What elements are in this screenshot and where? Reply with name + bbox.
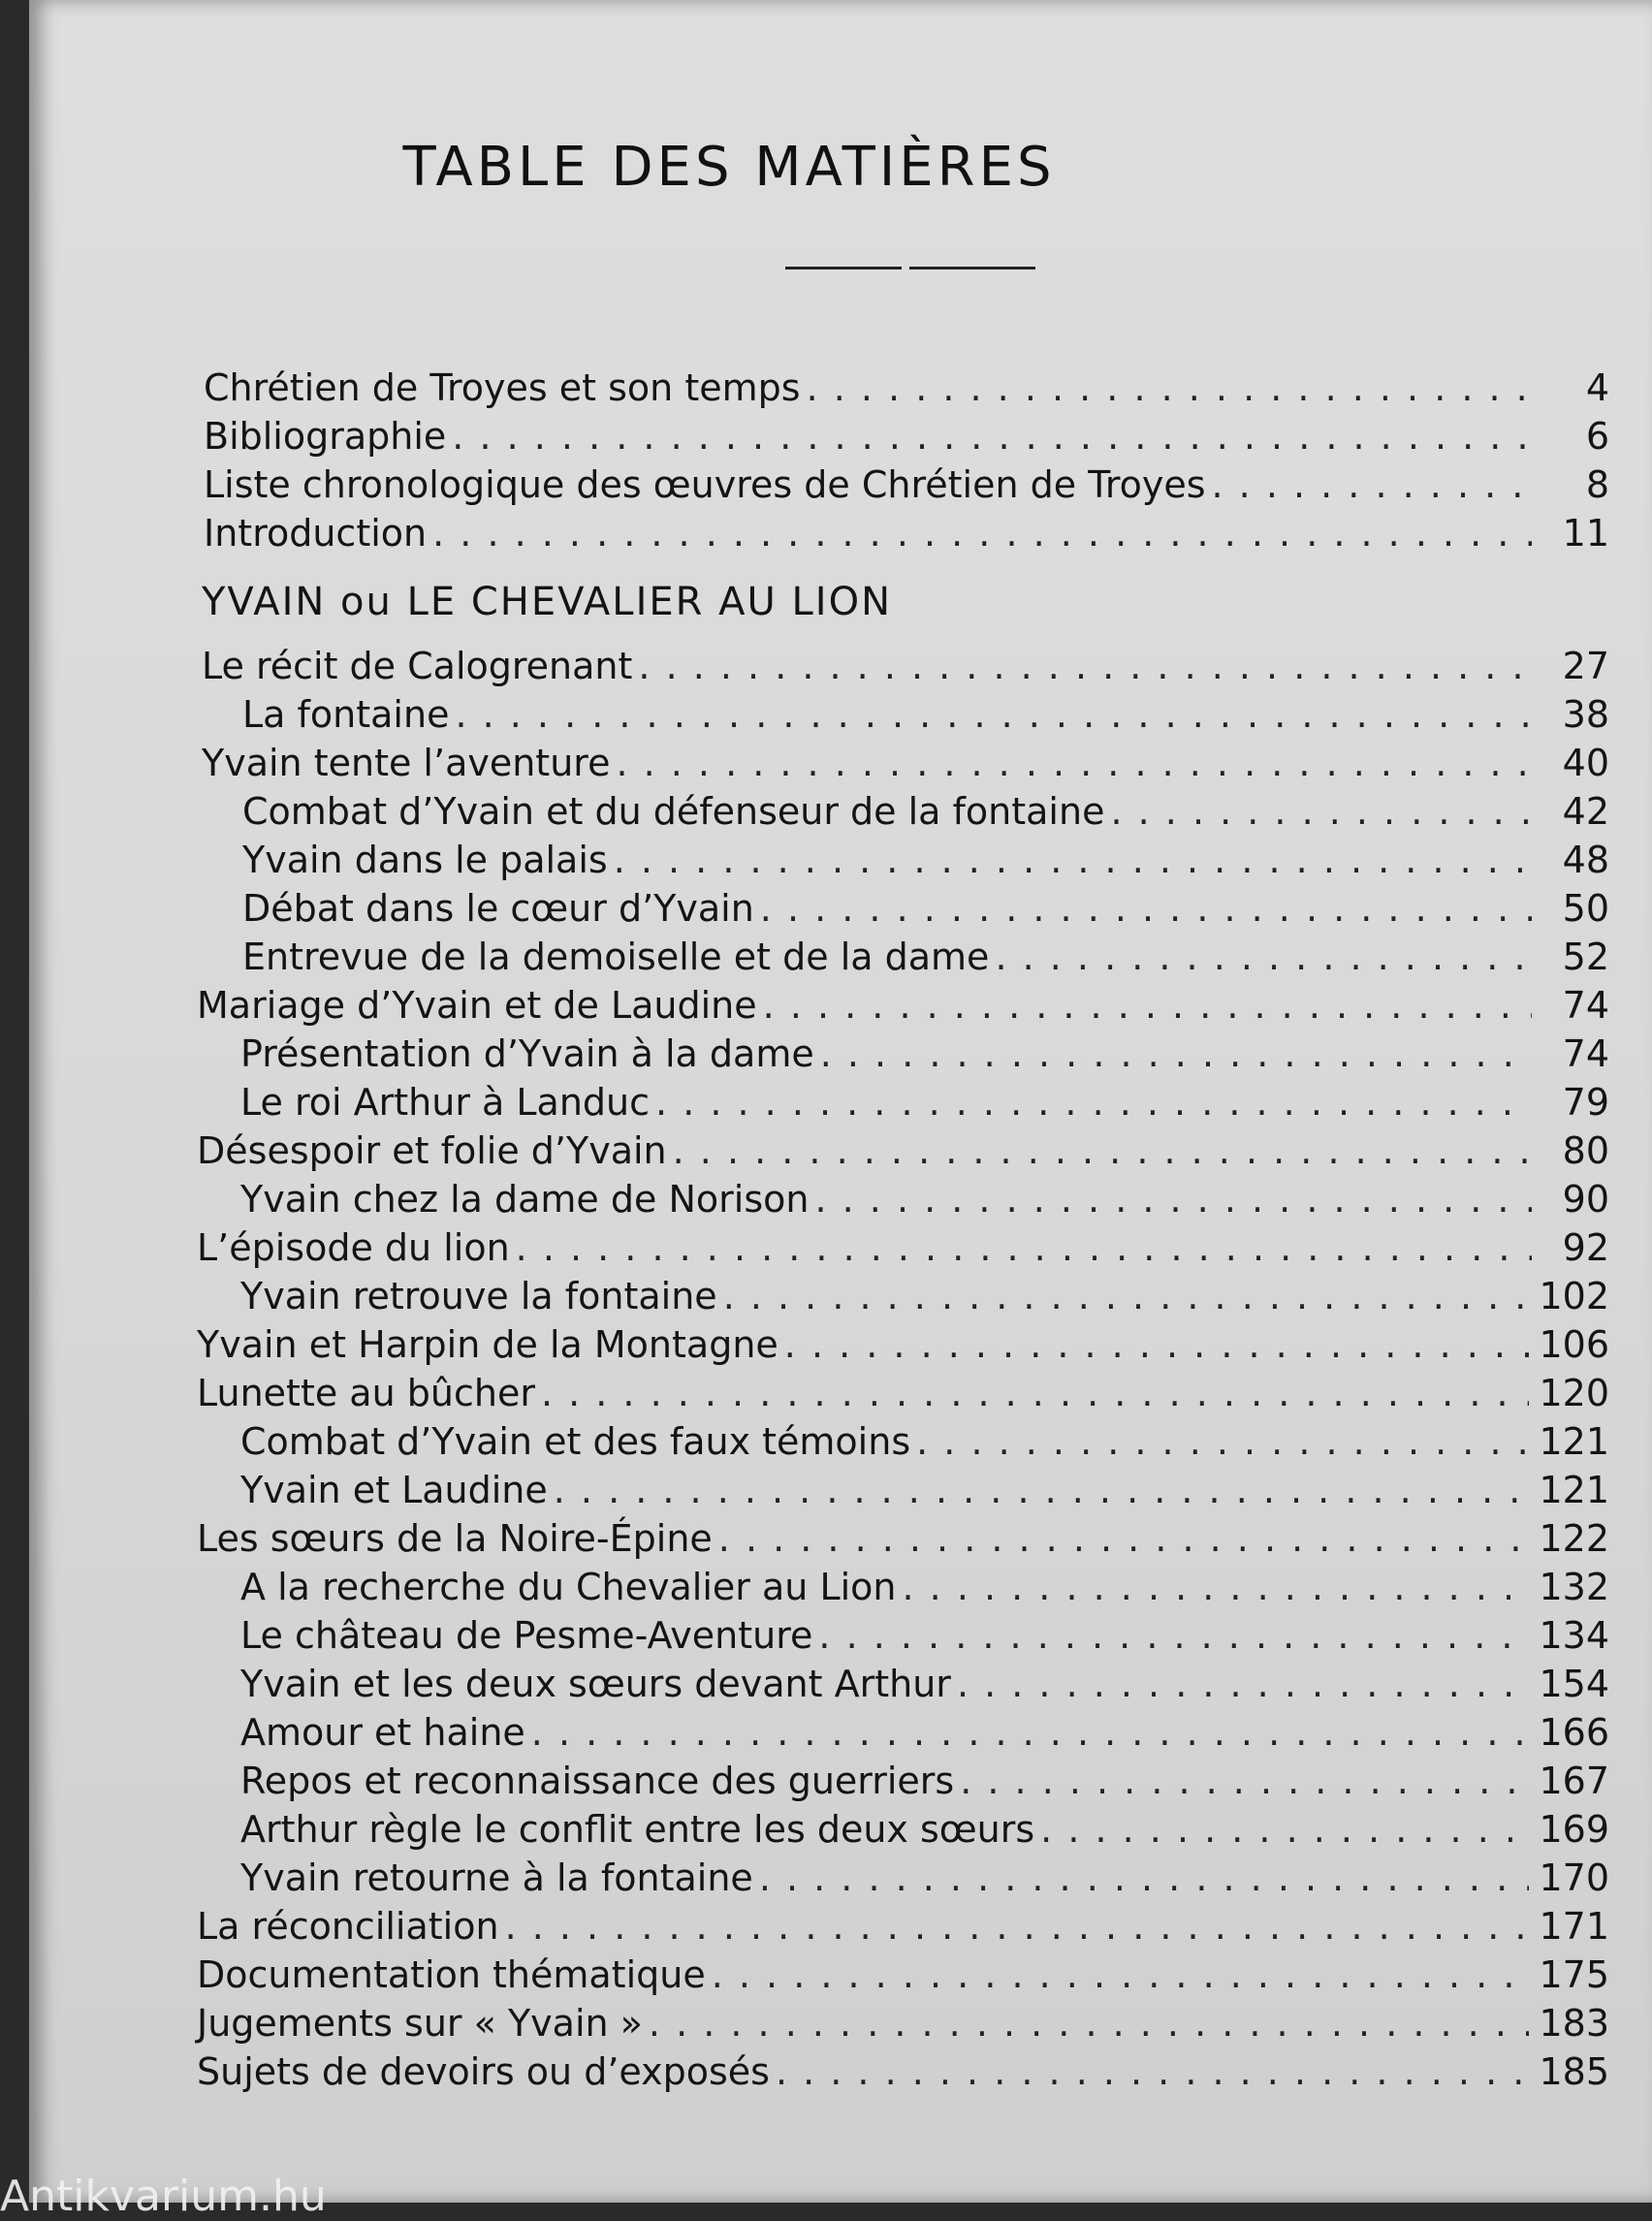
toc-entry-title: Documentation thématique — [197, 1953, 706, 1996]
watermark: Antikvarium.hu — [0, 2172, 327, 2221]
toc-page-number: 169 — [1539, 1808, 1609, 1851]
toc-entry-title: L’épisode du lion — [197, 1226, 510, 1269]
toc-page-number: 102 — [1539, 1275, 1609, 1317]
dot-leader — [807, 366, 1532, 409]
toc-page-number: 183 — [1539, 2002, 1609, 2045]
dot-leader — [763, 984, 1532, 1027]
toc-entry — [240, 1469, 1609, 1511]
dot-leader — [554, 1469, 1530, 1511]
dot-leader — [776, 2050, 1530, 2093]
dot-leader — [673, 1129, 1532, 1172]
dot-leader — [505, 1905, 1530, 1948]
dot-leader — [760, 887, 1532, 930]
toc-entry — [242, 936, 1609, 978]
toc-page-number: 11 — [1562, 512, 1609, 555]
toc-entry-title: Lunette au bûcher — [197, 1372, 535, 1414]
toc-entry-title: Yvain et les deux sœurs devant Arthur — [240, 1663, 951, 1705]
dot-leader — [531, 1711, 1530, 1754]
toc-entry — [242, 693, 1609, 736]
toc-entry — [197, 1905, 1609, 1948]
dot-leader — [784, 1323, 1530, 1366]
toc-entry-title: Le récit de Calogrenant — [202, 645, 633, 687]
toc-entry — [197, 1323, 1609, 1366]
toc-page-number: 132 — [1539, 1566, 1609, 1608]
toc-entry-title: Désespoir et folie d’Yvain — [197, 1129, 667, 1172]
toc-entry — [197, 1372, 1609, 1414]
toc-entry-title: Mariage d’Yvain et de Laudine — [197, 984, 757, 1027]
toc-page-number: 27 — [1562, 645, 1609, 687]
dot-leader — [452, 415, 1532, 458]
toc-entry — [202, 742, 1609, 784]
toc-page-number: 166 — [1539, 1711, 1609, 1754]
toc-page-number: 171 — [1539, 1905, 1609, 1948]
toc-page-number: 42 — [1562, 790, 1609, 833]
toc-entry-title: Liste chronologique des œuvres de Chrétien de Troyes — [204, 463, 1206, 506]
toc-entry — [197, 1517, 1609, 1560]
toc-page-number: 167 — [1539, 1760, 1609, 1802]
toc-entry — [240, 1760, 1609, 1802]
toc-entry — [197, 1129, 1609, 1172]
dot-leader — [957, 1663, 1530, 1705]
toc-entry — [197, 2050, 1609, 2093]
dot-leader — [516, 1226, 1532, 1269]
toc-entry-title: Combat d’Yvain et du défenseur de la fontaine — [242, 790, 1105, 833]
dot-leader — [1040, 1808, 1529, 1851]
toc-entry-title: Yvain et Harpin de la Montagne — [197, 1323, 778, 1366]
toc-entry-title: Amour et haine — [240, 1711, 525, 1754]
toc-entry — [240, 1856, 1609, 1899]
toc-entry — [240, 1032, 1609, 1075]
toc-entry — [240, 1081, 1609, 1124]
dot-leader — [960, 1760, 1529, 1802]
toc-entry — [242, 790, 1609, 833]
dot-leader — [1110, 790, 1532, 833]
toc-page-number: 80 — [1562, 1129, 1609, 1172]
dot-leader — [995, 936, 1532, 978]
toc-entry — [240, 1711, 1609, 1754]
dot-leader — [614, 839, 1532, 881]
toc-entry-title: Présentation d’Yvain à la dame — [240, 1032, 814, 1075]
toc-page-number: 74 — [1562, 1032, 1609, 1075]
toc-page-number: 185 — [1539, 2050, 1609, 2093]
toc-page-number: 106 — [1539, 1323, 1609, 1366]
dot-leader — [649, 2002, 1530, 2045]
toc-entry-title: Combat d’Yvain et des faux témoins — [240, 1420, 911, 1463]
toc-page-number: 175 — [1539, 1953, 1609, 1996]
toc-entry — [204, 463, 1609, 506]
dot-leader — [820, 1032, 1532, 1075]
dot-leader — [916, 1420, 1529, 1463]
page-title: TABLE DES MATIÈRES — [402, 136, 1056, 199]
title-rule-right — [909, 267, 1035, 270]
toc-entry-title: Yvain et Laudine — [240, 1469, 548, 1511]
toc-page-number: 90 — [1562, 1178, 1609, 1221]
toc-entry — [202, 645, 1609, 687]
toc-page-number: 154 — [1539, 1663, 1609, 1705]
toc-page-number: 4 — [1585, 366, 1609, 409]
toc-entry-title: Le château de Pesme-Aventure — [240, 1614, 813, 1657]
toc-entry — [197, 2002, 1609, 2045]
dot-leader — [638, 645, 1532, 687]
toc-entry-title: La fontaine — [242, 693, 450, 736]
toc-entry-title: Débat dans le cœur d’Yvain — [242, 887, 754, 930]
dot-leader — [718, 1517, 1530, 1560]
toc-entry-title: Yvain retourne à la fontaine — [240, 1856, 753, 1899]
toc-entry — [240, 1275, 1609, 1317]
toc-entry-title: Le roi Arthur à Landuc — [240, 1081, 651, 1124]
toc-page-number: 50 — [1562, 887, 1609, 930]
toc-page-number: 120 — [1539, 1372, 1609, 1414]
toc-page-number: 40 — [1562, 742, 1609, 784]
toc-entry — [197, 984, 1609, 1027]
toc-entry-title: Sujets de devoirs ou d’exposés — [197, 2050, 770, 2093]
toc-entry-title: Repos et reconnaissance des guerriers — [240, 1760, 955, 1802]
toc-page-number: 121 — [1539, 1420, 1609, 1463]
toc-entry-title: Yvain retrouve la fontaine — [240, 1275, 717, 1317]
toc-entry — [240, 1614, 1609, 1657]
toc-page-number: 134 — [1539, 1614, 1609, 1657]
toc-page-number: 121 — [1539, 1469, 1609, 1511]
dot-leader — [455, 693, 1532, 736]
toc-entry — [197, 1953, 1609, 1996]
toc-entry — [240, 1566, 1609, 1608]
toc-page-number: 52 — [1562, 936, 1609, 978]
toc-page-number: 48 — [1562, 839, 1609, 881]
toc-entry-title: Chrétien de Troyes et son temps — [204, 366, 801, 409]
toc-entry-title: La réconciliation — [197, 1905, 499, 1948]
section-heading: YVAIN ou LE CHEVALIER AU LION — [202, 580, 893, 624]
toc-entry — [242, 887, 1609, 930]
dot-leader — [723, 1275, 1530, 1317]
dot-leader — [759, 1856, 1530, 1899]
toc-entry-title: Yvain dans le palais — [242, 839, 608, 881]
toc-entry — [240, 1420, 1609, 1463]
toc-entry-title: Arthur règle le conflit entre les deux sœurs — [240, 1808, 1035, 1851]
toc-entry-title: Introduction — [204, 512, 428, 555]
toc-entry — [204, 366, 1609, 409]
toc-page-number: 6 — [1585, 415, 1609, 458]
toc-page-number: 79 — [1562, 1081, 1609, 1124]
toc-entry-title: Yvain tente l’aventure — [202, 742, 611, 784]
dot-leader — [616, 742, 1532, 784]
dot-leader — [818, 1614, 1529, 1657]
toc-page-number: 38 — [1562, 693, 1609, 736]
toc-entry — [197, 1226, 1609, 1269]
toc-entry-title: Yvain chez la dame de Norison — [240, 1178, 810, 1221]
toc-page-number: 74 — [1562, 984, 1609, 1027]
toc-entry — [204, 415, 1609, 458]
dot-leader — [541, 1372, 1530, 1414]
toc-entry — [204, 512, 1609, 555]
dot-leader — [814, 1178, 1532, 1221]
toc-entry-title: Les sœurs de la Noire-Épine — [197, 1517, 713, 1560]
dot-leader — [712, 1953, 1530, 1996]
toc-entry — [240, 1808, 1609, 1851]
toc-entry-title: Jugements sur « Yvain » — [197, 2002, 643, 2045]
toc-entry-title: Bibliographie — [204, 415, 447, 458]
toc-entry-title: Entrevue de la demoiselle et de la dame — [242, 936, 990, 978]
toc-entry — [242, 839, 1609, 881]
toc-page-number: 92 — [1562, 1226, 1609, 1269]
toc-entry-title: A la recherche du Chevalier au Lion — [240, 1566, 897, 1608]
toc-page-number: 170 — [1539, 1856, 1609, 1899]
toc-entry — [240, 1178, 1609, 1221]
title-rule-left — [785, 267, 902, 270]
toc-page-number: 122 — [1539, 1517, 1609, 1560]
dot-leader — [1212, 463, 1532, 506]
toc-entry — [240, 1663, 1609, 1705]
dot-leader — [432, 512, 1532, 555]
dot-leader — [903, 1566, 1530, 1608]
dot-leader — [655, 1081, 1532, 1124]
toc-page-number: 8 — [1585, 463, 1609, 506]
